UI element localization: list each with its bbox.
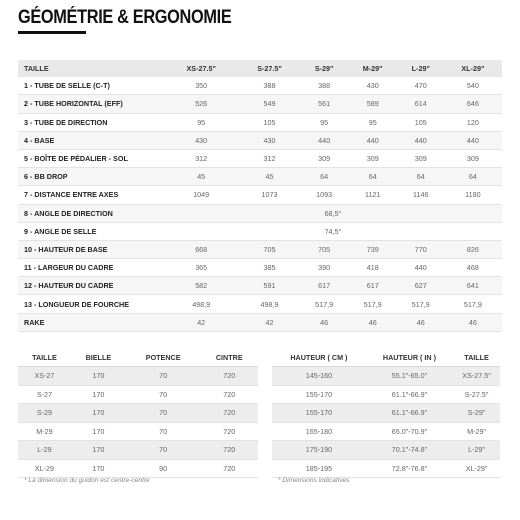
sizing-header: TAILLE [464,352,489,362]
table-row [18,277,502,295]
cell-value: XL-29 [18,459,71,478]
cell-value: 70 [126,367,201,386]
title-block [18,7,266,34]
sizing-header-row [272,348,500,367]
merged-value: 74,5° [164,222,502,240]
cell-value: 385 [238,259,300,277]
cell-value: 617 [348,277,398,295]
table-row [18,422,258,441]
table-row [18,385,258,404]
cell-value: 614 [398,95,444,113]
cell-value: 720 [200,385,258,404]
cell-value: 720 [200,422,258,441]
row-label: 11 - LARGEUR DU CADRE [18,259,164,277]
row-label: 3 - TUBE DE DIRECTION [18,113,164,131]
cell-value: 61.1"-66.9" [366,404,453,423]
cell-value: 155-170 [272,404,366,423]
table-row [272,441,500,460]
cell-value: 646 [444,95,502,113]
row-label: 10 - HAUTEUR DE BASE [18,240,164,258]
cell-value: 549 [238,95,300,113]
table-row [272,404,500,423]
sizing-body [272,367,500,478]
row-label: 2 - TUBE HORIZONTAL (EFF) [18,95,164,113]
cell-value: 72.8"-76.8" [366,459,453,478]
cell-value: 70 [126,385,201,404]
cell-value: 705 [238,240,300,258]
cell-value: 64 [444,168,502,186]
geometry-header: S-29" [314,64,334,74]
table-row [272,422,500,441]
cell-value: 312 [164,149,238,167]
cell-value: 65.0"-70.9" [366,422,453,441]
cell-value: 826 [444,240,502,258]
page-title: GÉOMÉTRIE & ERGONOMIE [18,7,232,28]
cell-value: 64 [301,168,348,186]
cell-value: 70 [126,404,201,423]
cell-value: 526 [164,95,238,113]
table-row [18,77,502,95]
cell-value: 46 [398,313,444,331]
geometry-header: TAILLE [24,64,49,74]
cell-value: 1093 [301,186,348,204]
cell-value: 1146 [398,186,444,204]
cell-value: 739 [348,240,398,258]
geometry-header: XL-29" [461,64,485,74]
cell-value: 95 [348,113,398,131]
table-row [18,367,258,386]
cell-value: 309 [348,149,398,167]
cell-value: 440 [301,131,348,149]
cell-value: 55.1"-65.0" [366,367,453,386]
cell-value: 498,9 [164,295,238,313]
cell-value: 770 [398,240,444,258]
cell-value: 388 [238,77,300,95]
components-header-row [18,348,258,367]
cell-value: 309 [444,149,502,167]
cell-value: 627 [398,277,444,295]
components-body [18,367,258,478]
cell-value: 70.1"-74.8" [366,441,453,460]
cell-value: 309 [301,149,348,167]
cell-value: 90 [126,459,201,478]
cell-value: M-29" [453,422,500,441]
cell-value: 105 [398,113,444,131]
cell-value: S-29 [18,404,71,423]
cell-value: 589 [348,95,398,113]
sizing-header: HAUTEUR ( IN ) [382,352,437,362]
cell-value: 561 [301,95,348,113]
row-label: 6 - BB DROP [18,168,164,186]
table-row [18,149,502,167]
sizing-header: HAUTEUR ( CM ) [290,352,348,362]
cell-value: 1049 [164,186,238,204]
cell-value: 1180 [444,186,502,204]
geometry-table [18,60,502,332]
cell-value: 95 [164,113,238,131]
cell-value: 617 [301,277,348,295]
cell-value: 64 [398,168,444,186]
cell-value: 309 [398,149,444,167]
title-underline [18,31,86,34]
cell-value: 365 [164,259,238,277]
cell-value: 440 [398,259,444,277]
row-label: 4 - BASE [18,131,164,149]
table-row [18,204,502,222]
components-header: POTENCE [145,352,181,362]
cell-value: 350 [164,77,238,95]
cell-value: S-27 [18,385,71,404]
table-row [272,385,500,404]
table-row [18,186,502,204]
cell-value: 720 [200,404,258,423]
cell-value: M-29 [18,422,71,441]
cell-value: XL-29" [453,459,500,478]
cell-value: 430 [164,131,238,149]
cell-value: 170 [71,422,126,441]
cell-value: 517,9 [301,295,348,313]
row-label: RAKE [18,313,164,331]
cell-value: XS-27 [18,367,71,386]
cell-value: 170 [71,441,126,460]
cell-value: 1121 [348,186,398,204]
cell-value: 468 [444,259,502,277]
cell-value: 120 [444,113,502,131]
row-label: 13 - LONGUEUR DE FOURCHE [18,295,164,313]
cell-value: 175-190 [272,441,366,460]
row-label: 5 - BOÎTE DE PÉDALIER - SOL [18,149,164,167]
table-row [18,313,502,331]
cell-value: XS-27.5" [453,367,500,386]
components-header: TAILLE [32,352,57,362]
cell-value: 641 [444,277,502,295]
cell-value: 95 [301,113,348,131]
cell-value: 517,9 [348,295,398,313]
geometry-header: XS-27.5" [186,64,216,74]
cell-value: L-29" [453,441,500,460]
cell-value: 105 [238,113,300,131]
cell-value: 312 [238,149,300,167]
cell-value: 517,9 [444,295,502,313]
cell-value: 720 [200,367,258,386]
cell-value: 145-160 [272,367,366,386]
row-label: 7 - DISTANCE ENTRE AXES [18,186,164,204]
cell-value: 70 [126,422,201,441]
cell-value: 470 [398,77,444,95]
cell-value: 440 [398,131,444,149]
components-header: CINTRE [215,352,243,362]
cell-value: 46 [444,313,502,331]
cell-value: 440 [348,131,398,149]
cell-value: 185-195 [272,459,366,478]
cell-value: 591 [238,277,300,295]
cell-value: 45 [238,168,300,186]
row-label: 9 - ANGLE DE SELLE [18,222,164,240]
cell-value: 430 [238,131,300,149]
table-row [18,240,502,258]
cell-value: 64 [348,168,398,186]
cell-value: 705 [301,240,348,258]
table-row [18,459,258,478]
cell-value: 170 [71,459,126,478]
geometry-header: M-29" [362,64,383,74]
table-row [18,222,502,240]
cell-value: S-27.5" [453,385,500,404]
cell-value: 390 [301,259,348,277]
table-row [18,404,258,423]
cell-value: 170 [71,367,126,386]
cell-value: 1073 [238,186,300,204]
cell-value: 155-170 [272,385,366,404]
cell-value: 170 [71,404,126,423]
cell-value: 668 [164,240,238,258]
cell-value: 70 [126,441,201,460]
cell-value: 170 [71,385,126,404]
sizing-note: * Dimensions indicatives [278,477,350,484]
cell-value: 498,9 [238,295,300,313]
cell-value: 418 [348,259,398,277]
cell-value: 46 [301,313,348,331]
table-row [18,131,502,149]
cell-value: 540 [444,77,502,95]
table-row [272,367,500,386]
cell-value: 61.1"-66.9" [366,385,453,404]
cell-value: 720 [200,459,258,478]
sizing-table [272,348,500,478]
cell-value: 46 [348,313,398,331]
cell-value: 45 [164,168,238,186]
row-label: 8 - ANGLE DE DIRECTION [18,204,164,222]
table-row [272,459,500,478]
table-row [18,95,502,113]
geometry-header-row [18,60,502,77]
cell-value: 440 [444,131,502,149]
cell-value: 517,9 [398,295,444,313]
cell-value: 720 [200,441,258,460]
cell-value: 582 [164,277,238,295]
components-header: BIELLE [85,352,112,362]
cell-value: 42 [238,313,300,331]
table-row [18,441,258,460]
table-row [18,295,502,313]
cell-value: S-29" [453,404,500,423]
merged-value: 68,5° [164,204,502,222]
geometry-header: S-27.5" [257,64,282,74]
row-label: 1 - TUBE DE SELLE (C-T) [18,77,164,95]
geometry-body [18,77,502,331]
cell-value: L-29 [18,441,71,460]
cell-value: 165-180 [272,422,366,441]
table-row [18,168,502,186]
row-label: 12 - HAUTEUR DU CADRE [18,277,164,295]
cell-value: 388 [301,77,348,95]
cell-value: 430 [348,77,398,95]
cell-value: 42 [164,313,238,331]
table-row [18,259,502,277]
geometry-header: L-29" [411,64,430,74]
components-table [18,348,258,478]
components-note: * La dimension du guidon est centre-centre [24,477,150,484]
table-row [18,113,502,131]
